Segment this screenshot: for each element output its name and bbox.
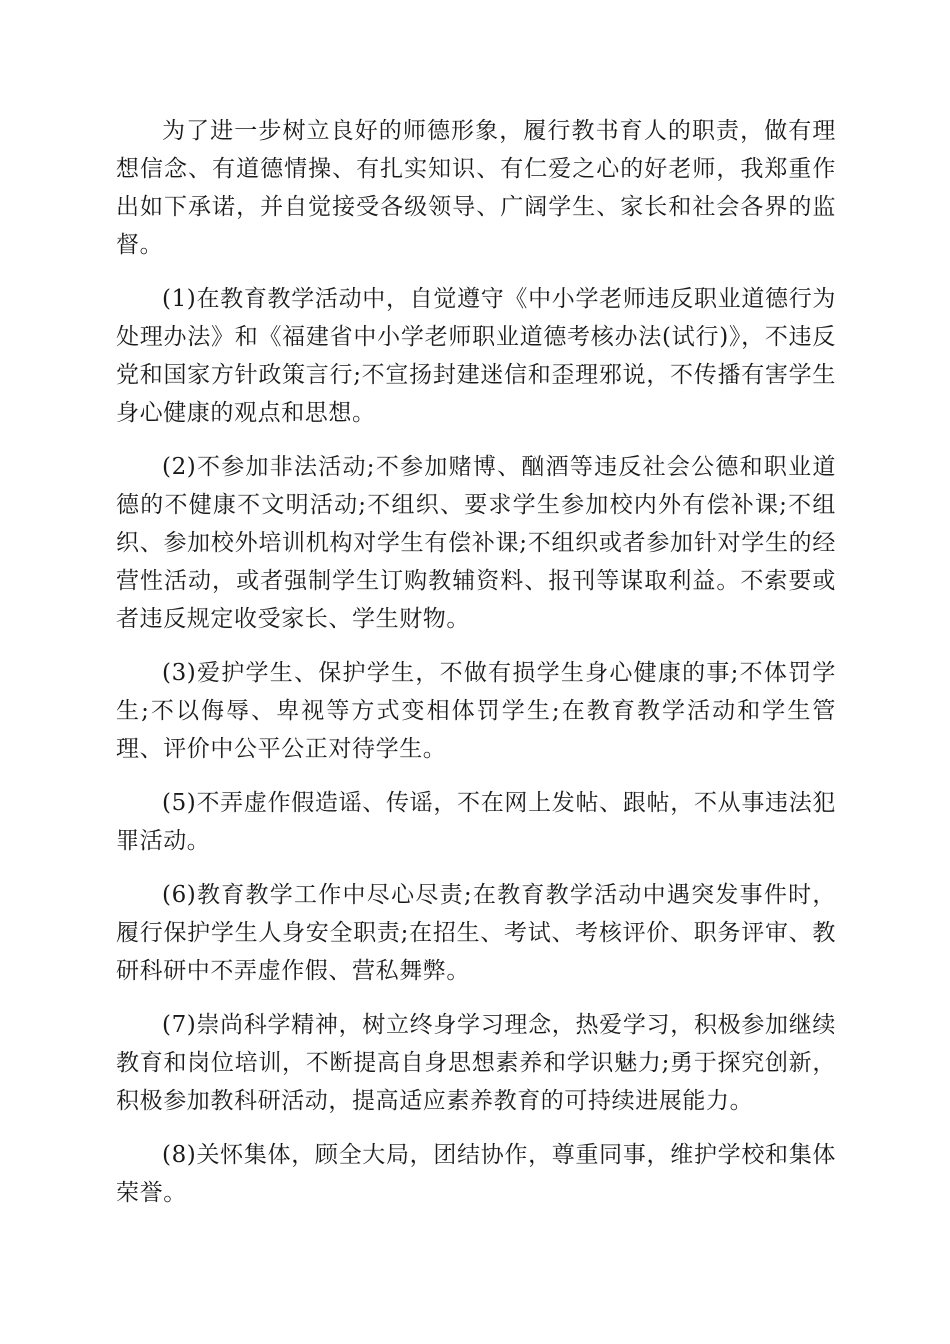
- pledge-item-8: (8)关怀集体，顾全大局，团结协作，尊重同事，维护学校和集体荣誉。: [116, 1142, 836, 1206]
- pledge-item-7: (7)崇尚科学精神，树立终身学习理念，热爱学习，积极参加继续教育和岗位培训，不断提高自身思想素养和学识魅力;勇于探究创新，积极参加教科研活动，提高适应素养教育的可持续进展能力。: [116, 1012, 836, 1114]
- pledge-item-2: (2)不参加非法活动;不参加赌博、酗酒等违反社会公德和职业道德的不健康不文明活动;不组织、要求学生参加校内外有偿补课;不组织、参加校外培训机构对学生有偿补课;不组织或者参加针对学生的经营性活动，或者强制学生订购教辅资料、报刊等谋取利益。不索要或者违反规定收受家长、学生财物。: [116, 454, 836, 632]
- intro-paragraph: 为了进一步树立良好的师德形象，履行教书育人的职责，做有理想信念、有道德情操、有扎实知识、有仁爱之心的好老师，我郑重作出如下承诺，并自觉接受各级领导、广阔学生、家长和社会各界的监督。: [116, 118, 836, 258]
- pledge-item-3: (3)爱护学生、保护学生，不做有损学生身心健康的事;不体罚学生;不以侮辱、卑视等方式变相体罚学生;在教育教学活动和学生管理、评价中公平公正对待学生。: [116, 660, 836, 762]
- pledge-item-1: (1)在教育教学活动中，自觉遵守《中小学老师违反职业道德行为处理办法》和《福建省中小学老师职业道德考核办法(试行)》，不违反党和国家方针政策言行;不宣扬封建迷信和歪理邪说，不传播有害学生身心健康的观点和思想。: [116, 286, 836, 426]
- pledge-item-6: (6)教育教学工作中尽心尽责;在教育教学活动中遇突发事件时，履行保护学生人身安全职责;在招生、考试、考核评价、职务评审、教研科研中不弄虚作假、营私舞弊。: [116, 882, 836, 984]
- pledge-item-5: (5)不弄虚作假造谣、传谣，不在网上发帖、跟帖，不从事违法犯罪活动。: [116, 790, 836, 854]
- document-page: [116, 112, 836, 1228]
